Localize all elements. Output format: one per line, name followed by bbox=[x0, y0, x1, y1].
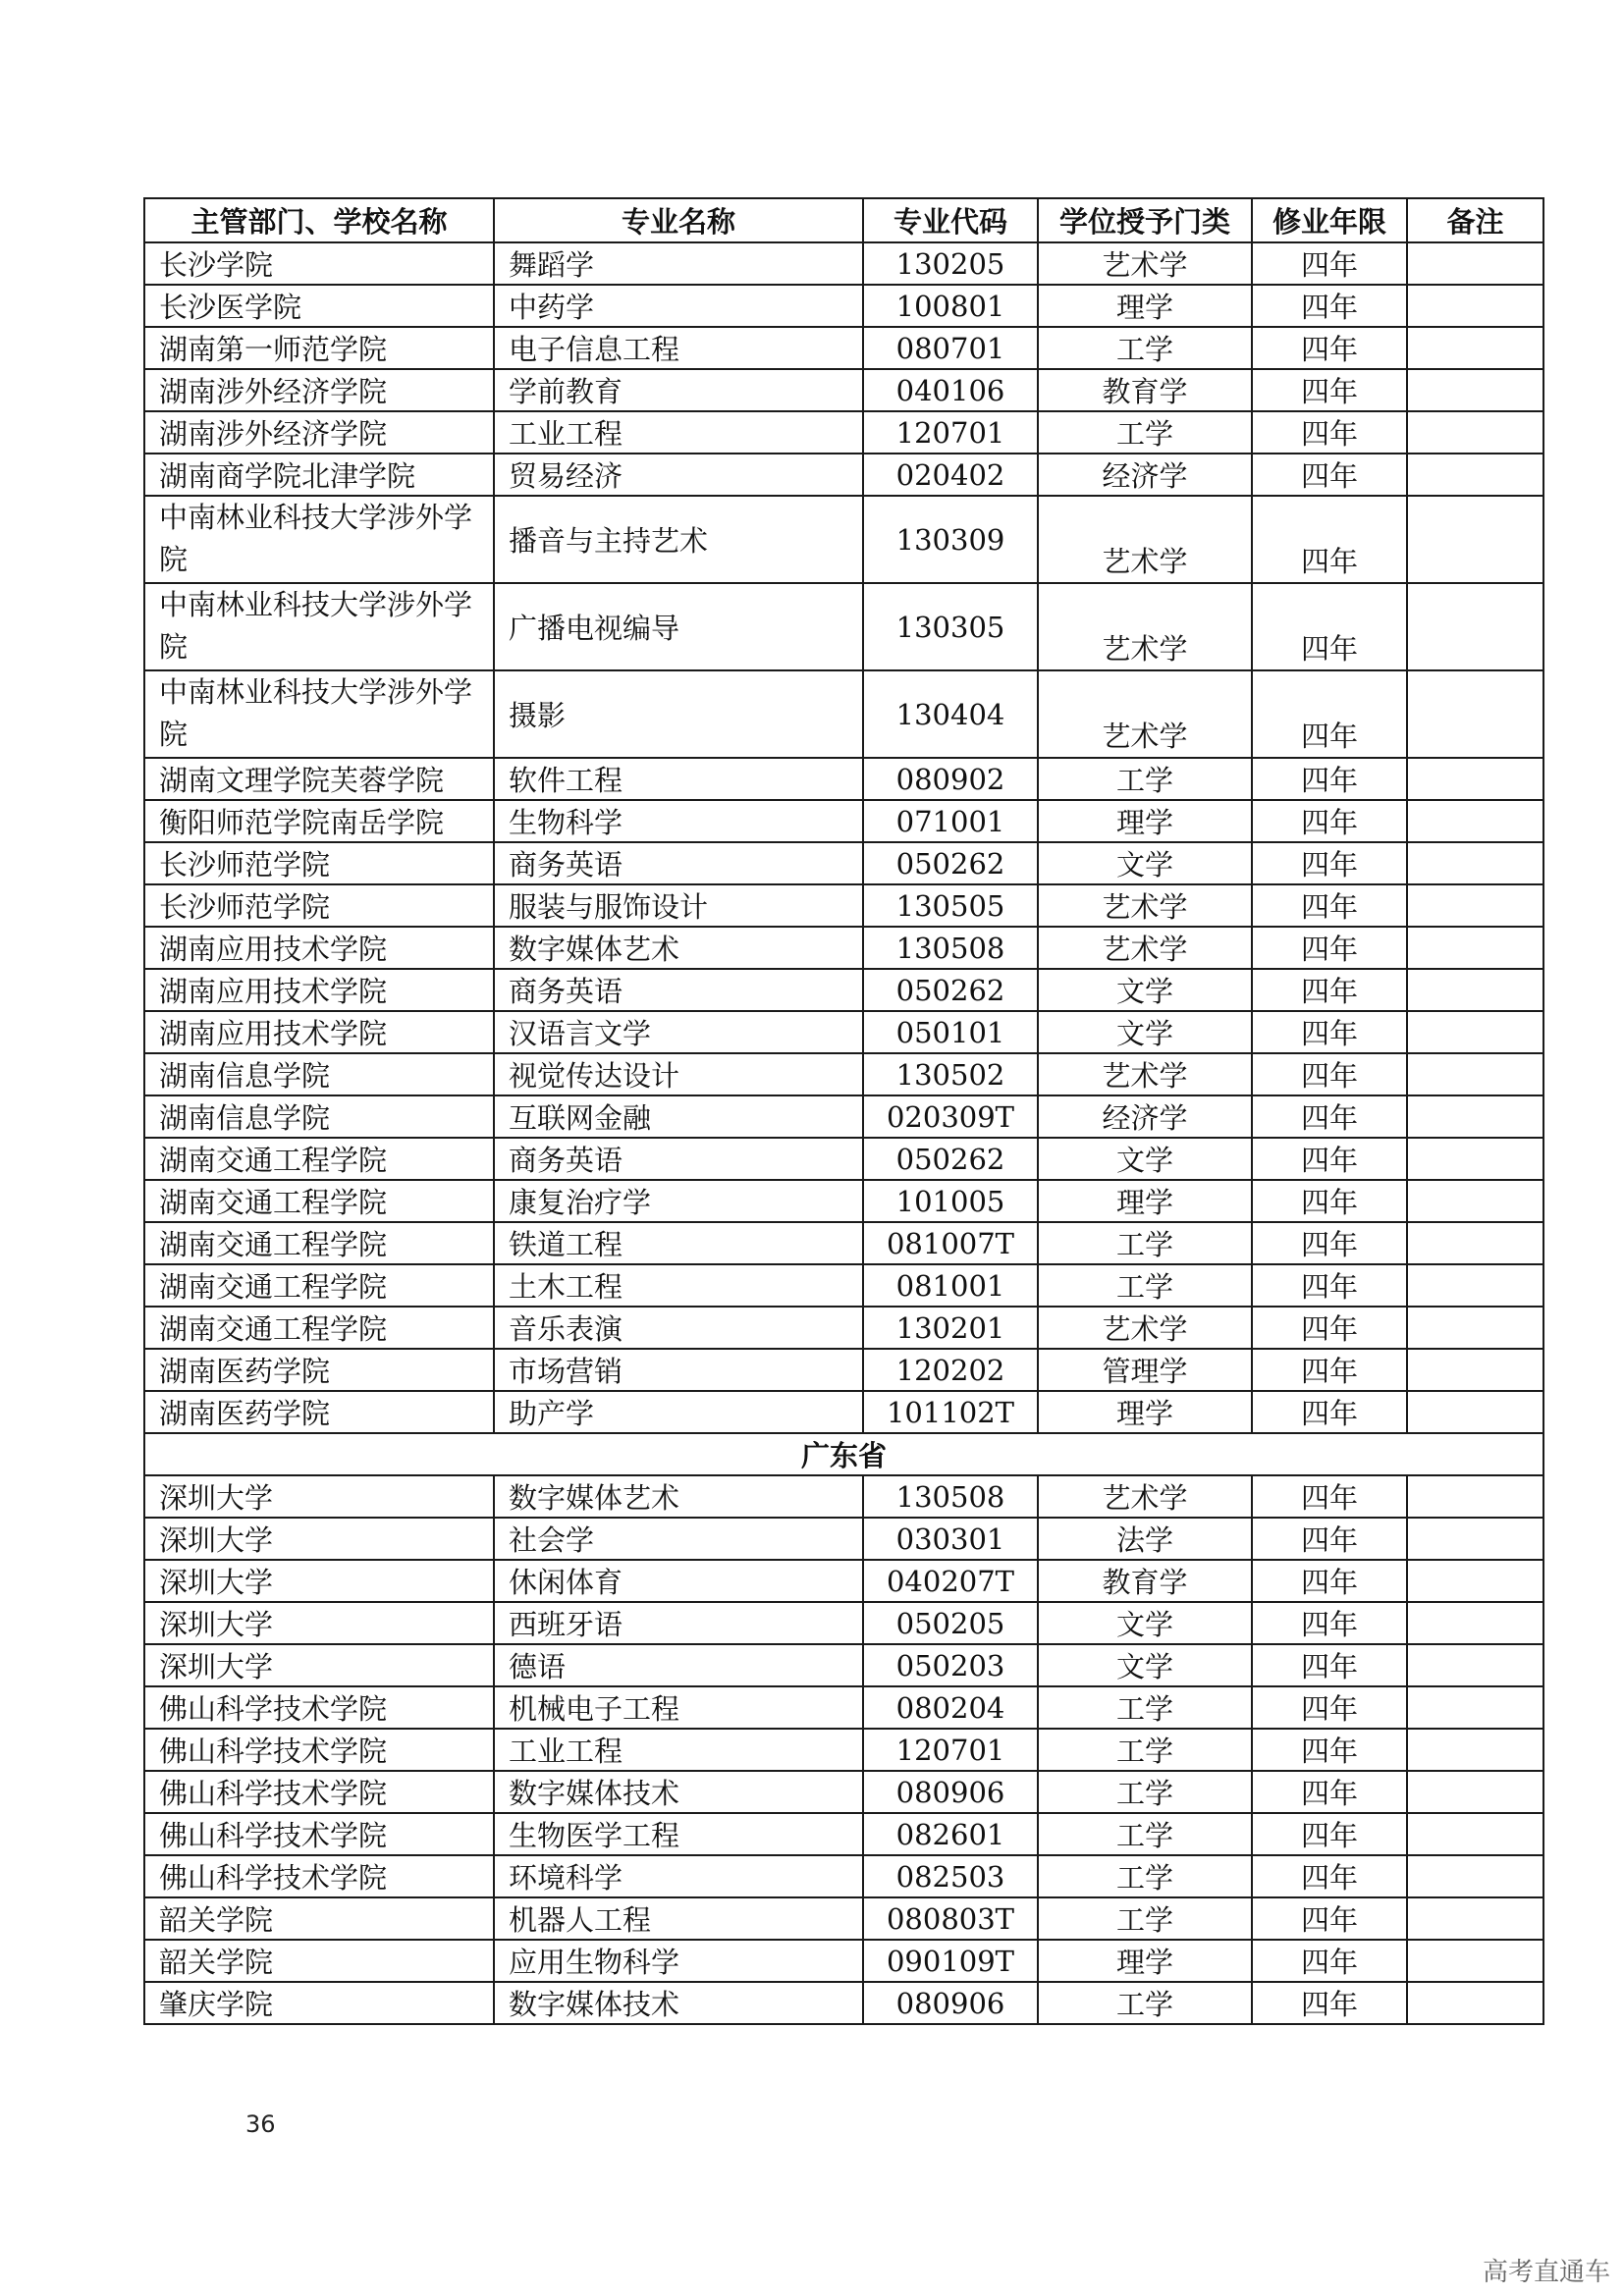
school-name-cell: 韶关学院 bbox=[144, 1940, 494, 1982]
degree-category-cell: 工学 bbox=[1038, 1897, 1252, 1940]
table-row bbox=[144, 1264, 1543, 1307]
table-row bbox=[144, 1349, 1543, 1391]
degree-category-cell: 工学 bbox=[1038, 1771, 1252, 1813]
remark-cell bbox=[1407, 1053, 1543, 1095]
degree-category-cell: 艺术学 bbox=[1038, 1475, 1252, 1518]
study-years-cell: 四年 bbox=[1252, 800, 1407, 842]
major-code-cell: 130201 bbox=[863, 1307, 1038, 1349]
school-name-cell: 深圳大学 bbox=[144, 1602, 494, 1644]
major-name-cell: 服装与服饰设计 bbox=[494, 884, 863, 927]
study-years-cell: 四年 bbox=[1252, 1307, 1407, 1349]
table-row bbox=[144, 496, 1543, 583]
degree-category-cell: 理学 bbox=[1038, 285, 1252, 327]
study-years-cell: 四年 bbox=[1252, 1813, 1407, 1855]
remark-cell bbox=[1407, 1391, 1543, 1433]
major-code-cell: 050205 bbox=[863, 1602, 1038, 1644]
majors-table bbox=[143, 197, 1544, 2025]
table-row bbox=[144, 1602, 1543, 1644]
school-name-cell: 湖南交通工程学院 bbox=[144, 1138, 494, 1180]
major-code-cell: 081001 bbox=[863, 1264, 1038, 1307]
major-code-cell: 130404 bbox=[863, 670, 1038, 758]
watermark-text: 高考直通车 bbox=[1482, 2258, 1610, 2287]
school-name-cell: 韶关学院 bbox=[144, 1897, 494, 1940]
table-row bbox=[144, 369, 1543, 411]
table-row bbox=[144, 1475, 1543, 1518]
major-name-cell: 西班牙语 bbox=[494, 1602, 863, 1644]
major-name-cell: 软件工程 bbox=[494, 758, 863, 800]
school-name-cell: 湖南交通工程学院 bbox=[144, 1180, 494, 1222]
major-code-cell: 090109T bbox=[863, 1940, 1038, 1982]
degree-category-cell: 工学 bbox=[1038, 758, 1252, 800]
major-name-cell: 休闲体育 bbox=[494, 1560, 863, 1602]
remark-cell bbox=[1407, 327, 1543, 369]
degree-category-cell: 教育学 bbox=[1038, 369, 1252, 411]
study-years-cell: 四年 bbox=[1252, 583, 1407, 670]
major-code-cell: 101005 bbox=[863, 1180, 1038, 1222]
remark-cell bbox=[1407, 1644, 1543, 1686]
remark-cell bbox=[1407, 1222, 1543, 1264]
major-code-cell: 050262 bbox=[863, 969, 1038, 1011]
school-name-cell: 湖南交通工程学院 bbox=[144, 1222, 494, 1264]
remark-cell bbox=[1407, 1095, 1543, 1138]
major-code-cell: 120202 bbox=[863, 1349, 1038, 1391]
degree-category-cell: 工学 bbox=[1038, 1264, 1252, 1307]
table-row bbox=[144, 842, 1543, 884]
study-years-cell: 四年 bbox=[1252, 285, 1407, 327]
major-code-cell: 130508 bbox=[863, 1475, 1038, 1518]
study-years-cell: 四年 bbox=[1252, 758, 1407, 800]
study-years-cell: 四年 bbox=[1252, 1095, 1407, 1138]
major-code-cell: 120701 bbox=[863, 1729, 1038, 1771]
study-years-cell: 四年 bbox=[1252, 454, 1407, 496]
school-name-cell: 湖南第一师范学院 bbox=[144, 327, 494, 369]
table-header-row bbox=[144, 198, 1543, 242]
table-row bbox=[144, 1644, 1543, 1686]
school-name-cell: 湖南应用技术学院 bbox=[144, 1011, 494, 1053]
school-name-cell: 湖南交通工程学院 bbox=[144, 1307, 494, 1349]
major-name-cell: 环境科学 bbox=[494, 1855, 863, 1897]
study-years-cell: 四年 bbox=[1252, 1138, 1407, 1180]
table-row bbox=[144, 1180, 1543, 1222]
degree-category-cell: 管理学 bbox=[1038, 1349, 1252, 1391]
major-code-cell: 020309T bbox=[863, 1095, 1038, 1138]
degree-category-cell: 工学 bbox=[1038, 1729, 1252, 1771]
table-row bbox=[144, 1897, 1543, 1940]
remark-cell bbox=[1407, 369, 1543, 411]
table-row bbox=[144, 285, 1543, 327]
remark-cell bbox=[1407, 583, 1543, 670]
remark-cell bbox=[1407, 1264, 1543, 1307]
school-name-cell: 衡阳师范学院南岳学院 bbox=[144, 800, 494, 842]
major-code-cell: 130502 bbox=[863, 1053, 1038, 1095]
table-row bbox=[144, 1222, 1543, 1264]
school-name-cell: 佛山科学技术学院 bbox=[144, 1855, 494, 1897]
study-years-cell: 四年 bbox=[1252, 1264, 1407, 1307]
degree-category-cell: 工学 bbox=[1038, 1855, 1252, 1897]
school-name-cell: 中南林业科技大学涉外学院 bbox=[144, 583, 494, 670]
major-code-cell: 030301 bbox=[863, 1518, 1038, 1560]
school-name-cell: 湖南文理学院芙蓉学院 bbox=[144, 758, 494, 800]
degree-category-cell: 艺术学 bbox=[1038, 927, 1252, 969]
school-name-cell: 深圳大学 bbox=[144, 1475, 494, 1518]
major-code-cell: 080803T bbox=[863, 1897, 1038, 1940]
degree-category-cell: 工学 bbox=[1038, 1686, 1252, 1729]
major-name-cell: 中药学 bbox=[494, 285, 863, 327]
table-row bbox=[144, 670, 1543, 758]
table-row bbox=[144, 1391, 1543, 1433]
table-row bbox=[144, 1813, 1543, 1855]
school-name-cell: 深圳大学 bbox=[144, 1560, 494, 1602]
table-row bbox=[144, 242, 1543, 285]
remark-cell bbox=[1407, 1813, 1543, 1855]
major-code-cell: 050203 bbox=[863, 1644, 1038, 1686]
table-row bbox=[144, 1855, 1543, 1897]
study-years-cell: 四年 bbox=[1252, 1940, 1407, 1982]
header-school: 主管部门、学校名称 bbox=[144, 198, 494, 242]
major-name-cell: 市场营销 bbox=[494, 1349, 863, 1391]
study-years-cell: 四年 bbox=[1252, 496, 1407, 583]
major-name-cell: 商务英语 bbox=[494, 969, 863, 1011]
study-years-cell: 四年 bbox=[1252, 327, 1407, 369]
school-name-cell: 佛山科学技术学院 bbox=[144, 1729, 494, 1771]
degree-category-cell: 艺术学 bbox=[1038, 884, 1252, 927]
remark-cell bbox=[1407, 285, 1543, 327]
major-name-cell: 德语 bbox=[494, 1644, 863, 1686]
major-name-cell: 商务英语 bbox=[494, 842, 863, 884]
school-name-cell: 湖南涉外经济学院 bbox=[144, 369, 494, 411]
major-name-cell: 助产学 bbox=[494, 1391, 863, 1433]
study-years-cell: 四年 bbox=[1252, 1391, 1407, 1433]
study-years-cell: 四年 bbox=[1252, 1982, 1407, 2024]
study-years-cell: 四年 bbox=[1252, 1560, 1407, 1602]
major-name-cell: 汉语言文学 bbox=[494, 1011, 863, 1053]
remark-cell bbox=[1407, 969, 1543, 1011]
major-code-cell: 082503 bbox=[863, 1855, 1038, 1897]
header-years: 修业年限 bbox=[1252, 198, 1407, 242]
study-years-cell: 四年 bbox=[1252, 1602, 1407, 1644]
study-years-cell: 四年 bbox=[1252, 969, 1407, 1011]
degree-category-cell: 理学 bbox=[1038, 1180, 1252, 1222]
table-row bbox=[144, 1982, 1543, 2024]
school-name-cell: 湖南信息学院 bbox=[144, 1095, 494, 1138]
major-name-cell: 数字媒体艺术 bbox=[494, 1475, 863, 1518]
remark-cell bbox=[1407, 242, 1543, 285]
study-years-cell: 四年 bbox=[1252, 1011, 1407, 1053]
remark-cell bbox=[1407, 1518, 1543, 1560]
table-row bbox=[144, 1518, 1543, 1560]
remark-cell bbox=[1407, 454, 1543, 496]
page-number: 36 bbox=[245, 2110, 276, 2138]
table-row bbox=[144, 969, 1543, 1011]
remark-cell bbox=[1407, 758, 1543, 800]
school-name-cell: 中南林业科技大学涉外学院 bbox=[144, 496, 494, 583]
major-code-cell: 130205 bbox=[863, 242, 1038, 285]
study-years-cell: 四年 bbox=[1252, 1644, 1407, 1686]
major-code-cell: 130505 bbox=[863, 884, 1038, 927]
table-row bbox=[144, 1095, 1543, 1138]
major-name-cell: 数字媒体技术 bbox=[494, 1771, 863, 1813]
school-name-cell: 中南林业科技大学涉外学院 bbox=[144, 670, 494, 758]
degree-category-cell: 工学 bbox=[1038, 411, 1252, 454]
remark-cell bbox=[1407, 800, 1543, 842]
remark-cell bbox=[1407, 1771, 1543, 1813]
school-name-cell: 长沙师范学院 bbox=[144, 884, 494, 927]
study-years-cell: 四年 bbox=[1252, 1518, 1407, 1560]
table-row bbox=[144, 1138, 1543, 1180]
major-name-cell: 视觉传达设计 bbox=[494, 1053, 863, 1095]
study-years-cell: 四年 bbox=[1252, 927, 1407, 969]
remark-cell bbox=[1407, 927, 1543, 969]
study-years-cell: 四年 bbox=[1252, 1729, 1407, 1771]
degree-category-cell: 文学 bbox=[1038, 1602, 1252, 1644]
school-name-cell: 佛山科学技术学院 bbox=[144, 1771, 494, 1813]
major-code-cell: 120701 bbox=[863, 411, 1038, 454]
degree-category-cell: 理学 bbox=[1038, 1391, 1252, 1433]
study-years-cell: 四年 bbox=[1252, 1771, 1407, 1813]
remark-cell bbox=[1407, 1940, 1543, 1982]
school-name-cell: 佛山科学技术学院 bbox=[144, 1686, 494, 1729]
degree-category-cell: 艺术学 bbox=[1038, 242, 1252, 285]
major-name-cell: 铁道工程 bbox=[494, 1222, 863, 1264]
school-name-cell: 长沙学院 bbox=[144, 242, 494, 285]
major-code-cell: 050262 bbox=[863, 842, 1038, 884]
remark-cell bbox=[1407, 1138, 1543, 1180]
school-name-cell: 湖南应用技术学院 bbox=[144, 927, 494, 969]
table-row bbox=[144, 1771, 1543, 1813]
remark-cell bbox=[1407, 1855, 1543, 1897]
school-name-cell: 深圳大学 bbox=[144, 1644, 494, 1686]
major-name-cell: 广播电视编导 bbox=[494, 583, 863, 670]
table-row bbox=[144, 1307, 1543, 1349]
major-name-cell: 音乐表演 bbox=[494, 1307, 863, 1349]
remark-cell bbox=[1407, 1475, 1543, 1518]
major-name-cell: 数字媒体艺术 bbox=[494, 927, 863, 969]
degree-category-cell: 经济学 bbox=[1038, 1095, 1252, 1138]
table-row bbox=[144, 758, 1543, 800]
remark-cell bbox=[1407, 1307, 1543, 1349]
school-name-cell: 湖南应用技术学院 bbox=[144, 969, 494, 1011]
degree-category-cell: 艺术学 bbox=[1038, 670, 1252, 758]
header-degree-category: 学位授予门类 bbox=[1038, 198, 1252, 242]
table-body bbox=[144, 242, 1543, 2024]
major-code-cell: 130508 bbox=[863, 927, 1038, 969]
major-name-cell: 舞蹈学 bbox=[494, 242, 863, 285]
major-name-cell: 生物科学 bbox=[494, 800, 863, 842]
table-row bbox=[144, 327, 1543, 369]
table-row bbox=[144, 1560, 1543, 1602]
degree-category-cell: 文学 bbox=[1038, 1644, 1252, 1686]
major-code-cell: 040207T bbox=[863, 1560, 1038, 1602]
remark-cell bbox=[1407, 1560, 1543, 1602]
major-name-cell: 应用生物科学 bbox=[494, 1940, 863, 1982]
remark-cell bbox=[1407, 1729, 1543, 1771]
degree-category-cell: 经济学 bbox=[1038, 454, 1252, 496]
school-name-cell: 湖南涉外经济学院 bbox=[144, 411, 494, 454]
major-name-cell: 互联网金融 bbox=[494, 1095, 863, 1138]
table-row bbox=[144, 1729, 1543, 1771]
degree-category-cell: 工学 bbox=[1038, 1982, 1252, 2024]
major-code-cell: 080906 bbox=[863, 1771, 1038, 1813]
province-section-row bbox=[144, 1433, 1543, 1475]
table-row bbox=[144, 583, 1543, 670]
school-name-cell: 湖南商学院北津学院 bbox=[144, 454, 494, 496]
degree-category-cell: 文学 bbox=[1038, 842, 1252, 884]
table-row bbox=[144, 454, 1543, 496]
degree-category-cell: 文学 bbox=[1038, 1138, 1252, 1180]
major-name-cell: 电子信息工程 bbox=[494, 327, 863, 369]
major-name-cell: 贸易经济 bbox=[494, 454, 863, 496]
major-code-cell: 081007T bbox=[863, 1222, 1038, 1264]
degree-category-cell: 艺术学 bbox=[1038, 1307, 1252, 1349]
school-name-cell: 长沙医学院 bbox=[144, 285, 494, 327]
school-name-cell: 长沙师范学院 bbox=[144, 842, 494, 884]
study-years-cell: 四年 bbox=[1252, 1053, 1407, 1095]
major-code-cell: 080204 bbox=[863, 1686, 1038, 1729]
major-code-cell: 080701 bbox=[863, 327, 1038, 369]
header-major: 专业名称 bbox=[494, 198, 863, 242]
major-code-cell: 082601 bbox=[863, 1813, 1038, 1855]
major-code-cell: 050262 bbox=[863, 1138, 1038, 1180]
major-code-cell: 130305 bbox=[863, 583, 1038, 670]
degree-category-cell: 工学 bbox=[1038, 1813, 1252, 1855]
major-name-cell: 工业工程 bbox=[494, 411, 863, 454]
degree-category-cell: 工学 bbox=[1038, 1222, 1252, 1264]
degree-category-cell: 艺术学 bbox=[1038, 496, 1252, 583]
study-years-cell: 四年 bbox=[1252, 411, 1407, 454]
study-years-cell: 四年 bbox=[1252, 1222, 1407, 1264]
school-name-cell: 湖南医药学院 bbox=[144, 1349, 494, 1391]
remark-cell bbox=[1407, 1897, 1543, 1940]
province-section-label: 广东省 bbox=[144, 1433, 1543, 1475]
school-name-cell: 湖南医药学院 bbox=[144, 1391, 494, 1433]
table-row bbox=[144, 927, 1543, 969]
study-years-cell: 四年 bbox=[1252, 1686, 1407, 1729]
major-name-cell: 社会学 bbox=[494, 1518, 863, 1560]
school-name-cell: 佛山科学技术学院 bbox=[144, 1813, 494, 1855]
study-years-cell: 四年 bbox=[1252, 670, 1407, 758]
study-years-cell: 四年 bbox=[1252, 1180, 1407, 1222]
degree-category-cell: 法学 bbox=[1038, 1518, 1252, 1560]
remark-cell bbox=[1407, 1982, 1543, 2024]
table-row bbox=[144, 411, 1543, 454]
major-name-cell: 机械电子工程 bbox=[494, 1686, 863, 1729]
major-name-cell: 摄影 bbox=[494, 670, 863, 758]
major-name-cell: 商务英语 bbox=[494, 1138, 863, 1180]
major-code-cell: 101102T bbox=[863, 1391, 1038, 1433]
degree-category-cell: 文学 bbox=[1038, 969, 1252, 1011]
table-row bbox=[144, 1940, 1543, 1982]
major-code-cell: 020402 bbox=[863, 454, 1038, 496]
degree-category-cell: 教育学 bbox=[1038, 1560, 1252, 1602]
remark-cell bbox=[1407, 1349, 1543, 1391]
remark-cell bbox=[1407, 1180, 1543, 1222]
remark-cell bbox=[1407, 1686, 1543, 1729]
table-row bbox=[144, 884, 1543, 927]
degree-category-cell: 文学 bbox=[1038, 1011, 1252, 1053]
remark-cell bbox=[1407, 670, 1543, 758]
degree-category-cell: 理学 bbox=[1038, 1940, 1252, 1982]
table-row bbox=[144, 800, 1543, 842]
header-remark: 备注 bbox=[1407, 198, 1543, 242]
degree-category-cell: 艺术学 bbox=[1038, 583, 1252, 670]
study-years-cell: 四年 bbox=[1252, 1855, 1407, 1897]
study-years-cell: 四年 bbox=[1252, 1897, 1407, 1940]
major-code-cell: 080902 bbox=[863, 758, 1038, 800]
major-name-cell: 数字媒体技术 bbox=[494, 1982, 863, 2024]
major-code-cell: 100801 bbox=[863, 285, 1038, 327]
header-code: 专业代码 bbox=[863, 198, 1038, 242]
table-row bbox=[144, 1011, 1543, 1053]
school-name-cell: 深圳大学 bbox=[144, 1518, 494, 1560]
study-years-cell: 四年 bbox=[1252, 242, 1407, 285]
major-code-cell: 130309 bbox=[863, 496, 1038, 583]
degree-category-cell: 艺术学 bbox=[1038, 1053, 1252, 1095]
major-code-cell: 071001 bbox=[863, 800, 1038, 842]
major-name-cell: 土木工程 bbox=[494, 1264, 863, 1307]
major-name-cell: 生物医学工程 bbox=[494, 1813, 863, 1855]
major-name-cell: 播音与主持艺术 bbox=[494, 496, 863, 583]
study-years-cell: 四年 bbox=[1252, 369, 1407, 411]
school-name-cell: 湖南信息学院 bbox=[144, 1053, 494, 1095]
remark-cell bbox=[1407, 884, 1543, 927]
study-years-cell: 四年 bbox=[1252, 1475, 1407, 1518]
remark-cell bbox=[1407, 496, 1543, 583]
remark-cell bbox=[1407, 1602, 1543, 1644]
major-name-cell: 机器人工程 bbox=[494, 1897, 863, 1940]
study-years-cell: 四年 bbox=[1252, 884, 1407, 927]
study-years-cell: 四年 bbox=[1252, 842, 1407, 884]
major-name-cell: 康复治疗学 bbox=[494, 1180, 863, 1222]
study-years-cell: 四年 bbox=[1252, 1349, 1407, 1391]
major-name-cell: 学前教育 bbox=[494, 369, 863, 411]
major-code-cell: 080906 bbox=[863, 1982, 1038, 2024]
remark-cell bbox=[1407, 842, 1543, 884]
remark-cell bbox=[1407, 411, 1543, 454]
degree-category-cell: 工学 bbox=[1038, 327, 1252, 369]
table-row bbox=[144, 1053, 1543, 1095]
remark-cell bbox=[1407, 1011, 1543, 1053]
major-name-cell: 工业工程 bbox=[494, 1729, 863, 1771]
table-row bbox=[144, 1686, 1543, 1729]
major-code-cell: 050101 bbox=[863, 1011, 1038, 1053]
major-code-cell: 040106 bbox=[863, 369, 1038, 411]
school-name-cell: 湖南交通工程学院 bbox=[144, 1264, 494, 1307]
degree-category-cell: 理学 bbox=[1038, 800, 1252, 842]
school-name-cell: 肇庆学院 bbox=[144, 1982, 494, 2024]
